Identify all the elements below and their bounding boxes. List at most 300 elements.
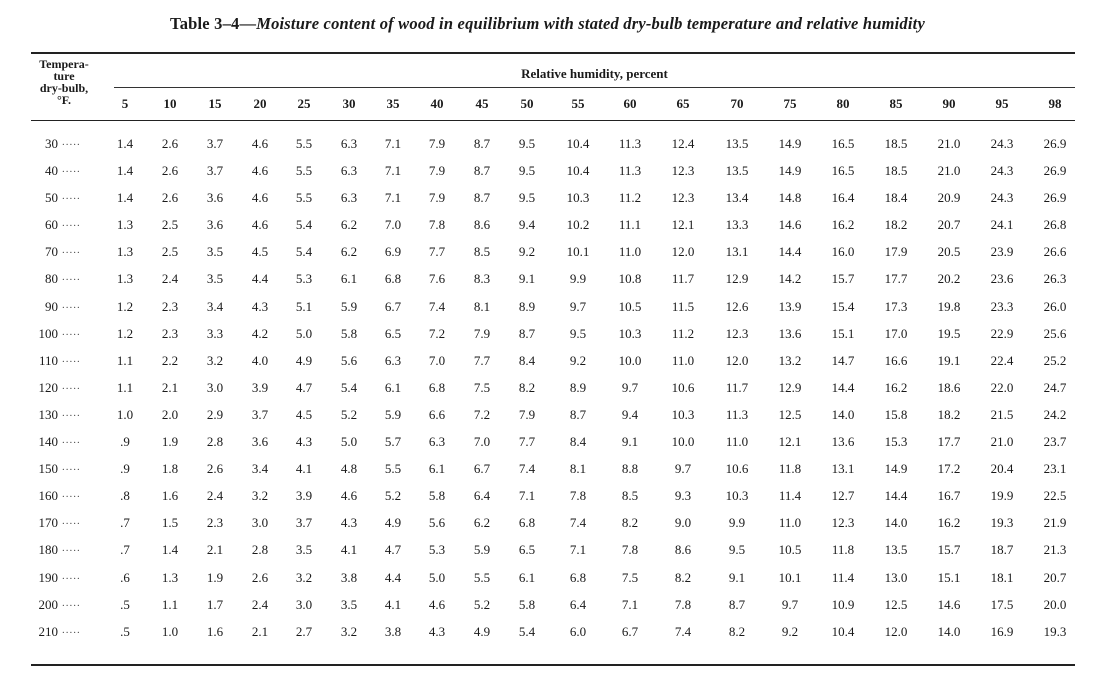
table-row xyxy=(0,163,1095,190)
moisture-cell: 13.9 xyxy=(778,298,802,314)
moisture-cell: 5.5 xyxy=(295,136,313,151)
leader-dots: ..... xyxy=(62,406,81,419)
moisture-cell: 7.9 xyxy=(428,190,446,206)
moisture-cell: 2.1 xyxy=(206,542,224,558)
temperature-cell: 110 xyxy=(38,352,58,368)
moisture-cell: 12.9 xyxy=(778,379,802,395)
column-header: 70 xyxy=(730,96,744,111)
moisture-cell: 3.0 xyxy=(251,515,269,531)
moisture-cell: 26.3 xyxy=(1043,271,1067,287)
moisture-cell: 8.6 xyxy=(674,542,692,558)
moisture-cell: 6.5 xyxy=(518,542,536,558)
leader-dots: ..... xyxy=(62,488,81,501)
moisture-cell: 7.4 xyxy=(674,623,692,639)
moisture-cell: 5.0 xyxy=(295,325,313,341)
column-header: 5 xyxy=(121,96,129,111)
moisture-cell: 3.2 xyxy=(340,623,358,639)
leader-dots: ..... xyxy=(62,379,81,392)
moisture-cell: 23.7 xyxy=(1043,434,1067,450)
moisture-cell: 23.1 xyxy=(1043,461,1067,477)
moisture-cell: 1.3 xyxy=(116,217,134,233)
moisture-cell: 11.5 xyxy=(671,298,695,314)
moisture-cell: 3.5 xyxy=(340,596,358,612)
moisture-cell: 4.1 xyxy=(340,542,358,558)
column-header: 50 xyxy=(520,96,534,111)
moisture-cell: 5.4 xyxy=(340,379,358,395)
moisture-cell: 4.7 xyxy=(295,379,313,395)
moisture-cell: 13.5 xyxy=(725,136,749,151)
moisture-cell: .9 xyxy=(120,434,130,450)
moisture-cell: 4.6 xyxy=(251,217,269,233)
moisture-cell: 20.5 xyxy=(937,244,961,260)
moisture-cell: 18.4 xyxy=(884,190,908,206)
moisture-cell: 9.0 xyxy=(674,515,692,531)
moisture-cell: 4.6 xyxy=(251,163,269,179)
moisture-cell: 3.7 xyxy=(206,163,224,179)
column-header: 80 xyxy=(836,96,850,111)
moisture-cell: 7.8 xyxy=(569,488,587,504)
spanner-heading: Relative humidity, percent xyxy=(521,66,668,81)
moisture-cell: 4.4 xyxy=(384,569,402,585)
moisture-cell: 3.7 xyxy=(206,136,224,151)
moisture-cell: 3.5 xyxy=(206,271,224,287)
moisture-cell: 19.5 xyxy=(937,325,961,341)
moisture-cell: 11.3 xyxy=(618,136,642,151)
moisture-cell: 3.8 xyxy=(384,623,402,639)
moisture-cell: 18.2 xyxy=(884,217,908,233)
column-header: 60 xyxy=(623,96,637,111)
moisture-cell: 21.5 xyxy=(990,406,1014,422)
moisture-cell: 3.6 xyxy=(206,190,224,206)
stub-header-line: ture xyxy=(53,69,75,83)
moisture-cell: 1.7 xyxy=(206,596,224,612)
table-row xyxy=(0,434,1095,461)
column-header: 15 xyxy=(208,96,222,111)
column-header: 90 xyxy=(942,96,956,111)
moisture-cell: 4.9 xyxy=(295,352,313,368)
column-header: 55 xyxy=(571,96,585,111)
moisture-cell: 4.6 xyxy=(428,596,446,612)
moisture-cell: 8.7 xyxy=(728,596,746,612)
moisture-cell: 11.8 xyxy=(831,542,855,558)
moisture-cell: 10.6 xyxy=(725,461,749,477)
moisture-cell: 11.2 xyxy=(618,190,642,206)
moisture-cell: 6.8 xyxy=(384,271,402,287)
leader-dots: ..... xyxy=(62,190,81,203)
moisture-cell: 7.8 xyxy=(428,217,446,233)
moisture-cell: 13.4 xyxy=(725,190,749,206)
moisture-cell: 2.3 xyxy=(161,325,179,341)
column-header: 75 xyxy=(783,96,797,111)
moisture-cell: 9.5 xyxy=(728,542,746,558)
moisture-cell: 22.4 xyxy=(990,352,1014,368)
moisture-cell: 4.4 xyxy=(251,271,269,287)
moisture-cell: 14.6 xyxy=(778,217,802,233)
table-row xyxy=(0,542,1095,569)
moisture-cell: 18.5 xyxy=(884,136,908,151)
moisture-cell: 5.0 xyxy=(428,569,446,585)
moisture-cell: 8.1 xyxy=(473,298,491,314)
moisture-cell: 21.9 xyxy=(1043,515,1067,531)
leader-dots: ..... xyxy=(62,244,81,257)
moisture-cell: 8.5 xyxy=(621,488,639,504)
moisture-cell: 3.2 xyxy=(251,488,269,504)
moisture-cell: 6.0 xyxy=(569,623,587,639)
moisture-cell: 17.5 xyxy=(990,596,1014,612)
moisture-cell: 26.9 xyxy=(1043,163,1067,179)
moisture-cell: 10.2 xyxy=(566,217,590,233)
moisture-cell: 6.7 xyxy=(384,298,402,314)
moisture-cell: 11.0 xyxy=(725,434,749,450)
moisture-cell: 16.7 xyxy=(937,488,961,504)
moisture-cell: 13.5 xyxy=(725,163,749,179)
column-header: 65 xyxy=(676,96,690,111)
moisture-cell: 15.4 xyxy=(831,298,855,314)
moisture-cell: 6.8 xyxy=(518,515,536,531)
moisture-cell: 8.2 xyxy=(518,379,536,395)
temperature-cell: 140 xyxy=(38,434,58,450)
moisture-cell: 5.8 xyxy=(428,488,446,504)
moisture-cell: 3.6 xyxy=(251,434,269,450)
moisture-cell: 6.1 xyxy=(428,461,446,477)
moisture-cell: 8.9 xyxy=(518,298,536,314)
moisture-cell: 4.1 xyxy=(295,461,313,477)
moisture-cell: 2.4 xyxy=(161,271,179,287)
moisture-cell: 13.6 xyxy=(778,325,802,341)
moisture-cell: 6.3 xyxy=(384,352,402,368)
moisture-cell: 6.2 xyxy=(340,217,358,233)
moisture-cell: 3.9 xyxy=(251,379,269,395)
temperature-cell: 160 xyxy=(38,488,58,504)
moisture-cell: 6.3 xyxy=(428,434,446,450)
moisture-cell: 13.1 xyxy=(725,244,749,260)
moisture-cell: 7.1 xyxy=(569,542,587,558)
moisture-cell: 7.8 xyxy=(621,542,639,558)
moisture-cell: .7 xyxy=(120,515,130,531)
moisture-cell: 26.0 xyxy=(1043,298,1067,314)
moisture-cell: 9.5 xyxy=(518,190,536,206)
moisture-cell: .8 xyxy=(120,488,130,504)
moisture-cell: 20.7 xyxy=(937,217,961,233)
leader-dots: ..... xyxy=(62,352,81,365)
moisture-cell: 6.8 xyxy=(569,569,587,585)
moisture-cell: 20.4 xyxy=(990,461,1014,477)
moisture-cell: 6.4 xyxy=(473,488,491,504)
moisture-cell: 19.3 xyxy=(1043,623,1067,639)
moisture-cell: 5.4 xyxy=(295,244,313,260)
table-label: Table 3–4— xyxy=(170,14,257,33)
moisture-cell: 15.3 xyxy=(884,434,908,450)
column-header: 25 xyxy=(297,96,311,111)
moisture-cell: 4.5 xyxy=(295,406,313,422)
moisture-cell: 1.1 xyxy=(161,596,179,612)
moisture-cell: 9.9 xyxy=(569,271,587,287)
moisture-cell: 11.7 xyxy=(725,379,749,395)
moisture-cell: 11.4 xyxy=(831,569,855,585)
moisture-cell: 9.5 xyxy=(518,136,536,151)
moisture-cell: 11.4 xyxy=(778,488,802,504)
moisture-cell: 7.0 xyxy=(473,434,491,450)
moisture-cell: 9.2 xyxy=(781,623,799,639)
moisture-cell: 8.7 xyxy=(518,325,536,341)
moisture-cell: 5.5 xyxy=(295,190,313,206)
moisture-cell: 8.9 xyxy=(569,379,587,395)
moisture-cell: 12.0 xyxy=(725,352,749,368)
table-caption: Moisture content of wood in equilibrium with stated dry-bulb temperature and relative humidity xyxy=(256,14,925,33)
moisture-cell: 2.5 xyxy=(161,217,179,233)
table-row xyxy=(0,570,1095,597)
moisture-cell: 23.6 xyxy=(990,271,1014,287)
temperature-cell: 40 xyxy=(45,163,58,179)
moisture-cell: 7.6 xyxy=(428,271,446,287)
moisture-cell: 8.4 xyxy=(569,434,587,450)
moisture-cell: 1.1 xyxy=(116,352,134,368)
moisture-cell: 5.5 xyxy=(473,569,491,585)
moisture-cell: 5.2 xyxy=(473,596,491,612)
table-row xyxy=(0,597,1095,624)
moisture-cell: 1.6 xyxy=(206,623,224,639)
moisture-cell: 19.9 xyxy=(990,488,1014,504)
moisture-cell: 5.2 xyxy=(340,406,358,422)
moisture-cell: 9.3 xyxy=(674,488,692,504)
moisture-cell: 4.3 xyxy=(340,515,358,531)
moisture-cell: 26.9 xyxy=(1043,190,1067,206)
temperature-cell: 210 xyxy=(38,623,58,639)
moisture-cell: 10.0 xyxy=(618,352,642,368)
moisture-cell: 7.5 xyxy=(473,379,491,395)
moisture-cell: 2.8 xyxy=(206,434,224,450)
moisture-cell: 7.9 xyxy=(473,325,491,341)
stub-header-line: dry-bulb, xyxy=(39,81,89,95)
moisture-cell: 10.9 xyxy=(831,596,855,612)
table-row xyxy=(0,136,1095,163)
moisture-cell: 14.4 xyxy=(831,379,855,395)
moisture-cell: 22.0 xyxy=(990,379,1014,395)
temperature-cell: 90 xyxy=(45,298,58,314)
moisture-cell: 7.7 xyxy=(473,352,491,368)
moisture-cell: 1.3 xyxy=(116,271,134,287)
moisture-cell: 12.7 xyxy=(831,488,855,504)
moisture-cell: 5.5 xyxy=(295,163,313,179)
moisture-cell: 5.8 xyxy=(340,325,358,341)
temperature-cell: 30 xyxy=(45,136,58,151)
leader-dots: ..... xyxy=(62,515,81,528)
moisture-cell: 6.3 xyxy=(340,163,358,179)
moisture-cell: 3.4 xyxy=(206,298,224,314)
moisture-cell: 11.1 xyxy=(618,217,642,233)
moisture-cell: 5.4 xyxy=(295,217,313,233)
moisture-cell: 2.9 xyxy=(206,406,224,422)
moisture-cell: 8.2 xyxy=(674,569,692,585)
moisture-cell: 2.6 xyxy=(161,136,179,151)
temperature-cell: 170 xyxy=(38,515,58,531)
header-rule xyxy=(31,120,1075,121)
moisture-cell: .6 xyxy=(120,569,130,585)
table-row xyxy=(0,353,1095,380)
moisture-cell: 1.3 xyxy=(161,569,179,585)
moisture-cell: 4.0 xyxy=(251,352,269,368)
leader-dots: ..... xyxy=(62,298,81,311)
moisture-cell: 4.2 xyxy=(251,325,269,341)
moisture-cell: 8.7 xyxy=(569,406,587,422)
moisture-cell: 25.6 xyxy=(1043,325,1067,341)
moisture-cell: 9.4 xyxy=(518,217,536,233)
moisture-cell: 14.9 xyxy=(778,136,802,151)
moisture-cell: 26.8 xyxy=(1043,217,1067,233)
moisture-cell: 17.2 xyxy=(937,461,961,477)
moisture-cell: .9 xyxy=(120,461,130,477)
moisture-cell: 3.6 xyxy=(206,217,224,233)
moisture-cell: 6.2 xyxy=(473,515,491,531)
moisture-cell: 3.4 xyxy=(251,461,269,477)
moisture-cell: 5.9 xyxy=(340,298,358,314)
moisture-cell: 12.5 xyxy=(778,406,802,422)
moisture-cell: 6.7 xyxy=(473,461,491,477)
moisture-cell: 12.0 xyxy=(884,623,908,639)
moisture-cell: 5.9 xyxy=(384,406,402,422)
moisture-cell: 14.9 xyxy=(778,163,802,179)
moisture-cell: 10.1 xyxy=(778,569,802,585)
moisture-cell: 3.9 xyxy=(295,488,313,504)
table-row xyxy=(0,461,1095,488)
moisture-cell: 4.3 xyxy=(295,434,313,450)
moisture-cell: 12.5 xyxy=(884,596,908,612)
top-rule xyxy=(31,52,1075,54)
moisture-cell: 15.1 xyxy=(831,325,855,341)
table-row xyxy=(0,326,1095,353)
temperature-cell: 180 xyxy=(38,542,58,558)
moisture-cell: 4.6 xyxy=(340,488,358,504)
moisture-cell: 5.7 xyxy=(384,434,402,450)
moisture-cell: 14.0 xyxy=(831,406,855,422)
table-row xyxy=(0,190,1095,217)
temperature-cell: 120 xyxy=(38,379,58,395)
moisture-cell: 9.2 xyxy=(518,244,536,260)
table-row xyxy=(0,515,1095,542)
moisture-cell: 9.9 xyxy=(728,515,746,531)
moisture-cell: 8.7 xyxy=(473,163,491,179)
column-header: 45 xyxy=(475,96,489,111)
moisture-cell: 2.6 xyxy=(251,569,269,585)
moisture-cell: 4.6 xyxy=(251,190,269,206)
moisture-cell: 16.6 xyxy=(884,352,908,368)
moisture-cell: 11.0 xyxy=(671,352,695,368)
moisture-cell: 24.7 xyxy=(1043,379,1067,395)
moisture-cell: 2.0 xyxy=(161,406,179,422)
moisture-cell: 1.2 xyxy=(116,298,134,314)
moisture-cell: 4.3 xyxy=(251,298,269,314)
leader-dots: ..... xyxy=(62,434,81,447)
moisture-cell: 19.1 xyxy=(937,352,961,368)
table-row xyxy=(0,299,1095,326)
moisture-cell: 4.1 xyxy=(384,596,402,612)
moisture-cell: 21.0 xyxy=(990,434,1014,450)
moisture-cell: 2.5 xyxy=(161,244,179,260)
moisture-cell: 17.7 xyxy=(937,434,961,450)
moisture-cell: 18.7 xyxy=(990,542,1014,558)
moisture-cell: 12.0 xyxy=(671,244,695,260)
temperature-cell: 200 xyxy=(38,596,58,612)
moisture-cell: 6.4 xyxy=(569,596,587,612)
moisture-cell: 4.8 xyxy=(340,461,358,477)
moisture-cell: 8.3 xyxy=(473,271,491,287)
moisture-cell: 14.9 xyxy=(884,461,908,477)
moisture-cell: 13.2 xyxy=(778,352,802,368)
moisture-cell: 12.3 xyxy=(725,325,749,341)
temperature-cell: 100 xyxy=(38,325,58,341)
moisture-cell: 7.4 xyxy=(428,298,446,314)
moisture-cell: 8.7 xyxy=(473,136,491,151)
moisture-cell: 5.3 xyxy=(295,271,313,287)
moisture-cell: 22.5 xyxy=(1043,488,1067,504)
moisture-cell: 7.5 xyxy=(621,569,639,585)
moisture-cell: 11.3 xyxy=(725,406,749,422)
moisture-cell: .5 xyxy=(120,623,130,639)
moisture-cell: 26.9 xyxy=(1043,136,1067,151)
moisture-cell: 1.6 xyxy=(161,488,179,504)
moisture-cell: 4.9 xyxy=(473,623,491,639)
moisture-cell: 5.1 xyxy=(295,298,313,314)
moisture-cell: 14.6 xyxy=(937,596,961,612)
moisture-cell: 1.1 xyxy=(116,379,134,395)
moisture-cell: 16.2 xyxy=(884,379,908,395)
moisture-cell: 9.1 xyxy=(728,569,746,585)
leader-dots: ..... xyxy=(62,542,81,555)
moisture-cell: 8.4 xyxy=(518,352,536,368)
moisture-cell: 3.7 xyxy=(295,515,313,531)
moisture-cell: 14.4 xyxy=(778,244,802,260)
column-header: 10 xyxy=(163,96,177,111)
moisture-cell: 10.4 xyxy=(566,136,590,151)
moisture-cell: 20.7 xyxy=(1043,569,1067,585)
moisture-cell: 3.7 xyxy=(251,406,269,422)
leader-dots: ..... xyxy=(62,217,81,230)
moisture-cell: 7.2 xyxy=(428,325,446,341)
moisture-cell: 5.2 xyxy=(384,488,402,504)
moisture-cell: 6.1 xyxy=(384,379,402,395)
moisture-cell: 14.0 xyxy=(937,623,961,639)
leader-dots: ..... xyxy=(62,569,81,582)
moisture-cell: .7 xyxy=(120,542,130,558)
moisture-cell: 18.1 xyxy=(990,569,1014,585)
moisture-cell: 3.5 xyxy=(206,244,224,260)
moisture-cell: 13.5 xyxy=(884,542,908,558)
moisture-cell: 14.8 xyxy=(778,190,802,206)
moisture-cell: 9.7 xyxy=(674,461,692,477)
moisture-cell: 15.8 xyxy=(884,406,908,422)
moisture-cell: 12.3 xyxy=(671,190,695,206)
moisture-cell: 1.4 xyxy=(116,136,134,151)
moisture-cell: 12.4 xyxy=(671,136,695,151)
moisture-cell: 5.0 xyxy=(340,434,358,450)
leader-dots: ..... xyxy=(62,325,81,338)
moisture-cell: 2.1 xyxy=(251,623,269,639)
moisture-cell: 15.1 xyxy=(937,569,961,585)
moisture-cell: 1.2 xyxy=(116,325,134,341)
moisture-cell: 3.2 xyxy=(295,569,313,585)
moisture-cell: 6.3 xyxy=(340,136,358,151)
moisture-cell: 10.4 xyxy=(566,163,590,179)
column-header: 98 xyxy=(1048,96,1062,111)
moisture-cell: 7.9 xyxy=(428,163,446,179)
moisture-cell: 16.2 xyxy=(937,515,961,531)
moisture-cell: 4.6 xyxy=(251,136,269,151)
moisture-cell: 16.4 xyxy=(831,190,855,206)
stub-header-line: °F. xyxy=(56,93,72,107)
moisture-cell: 10.4 xyxy=(831,623,855,639)
moisture-cell: 3.0 xyxy=(206,379,224,395)
moisture-cell: 3.3 xyxy=(206,325,224,341)
